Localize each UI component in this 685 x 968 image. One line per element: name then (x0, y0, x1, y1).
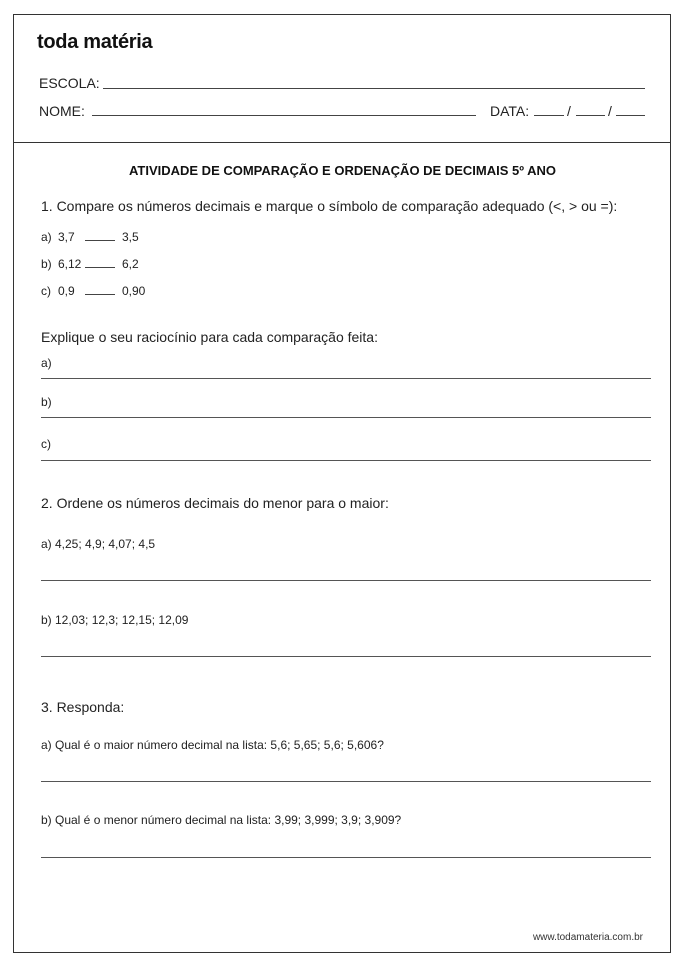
q1-item-right: 6,2 (122, 257, 139, 271)
date-month-field[interactable] (576, 115, 605, 116)
q1-answer-blank[interactable] (85, 240, 115, 241)
q1-item-left: 0,9 (58, 284, 75, 298)
date-label: DATA: (490, 103, 530, 119)
answer-line[interactable] (41, 460, 651, 461)
q1-explain-prompt: Explique o seu raciocínio para cada comparação feita: (41, 329, 378, 345)
date-day-field[interactable] (534, 115, 564, 116)
explain-letter: b) (41, 395, 52, 409)
q1-answer-blank[interactable] (85, 294, 115, 295)
q1-item-left: 3,7 (58, 230, 75, 244)
q1-item-right: 0,90 (122, 284, 146, 298)
q2-item-b: b) 12,03; 12,3; 12,15; 12,09 (41, 613, 189, 627)
q2-prompt: 2. Ordene os números decimais do menor para o maior: (41, 495, 389, 511)
q1-answer-blank[interactable] (85, 267, 115, 268)
answer-line[interactable] (41, 656, 651, 657)
date-year-field[interactable] (616, 115, 645, 116)
q1-item-letter: b) (41, 257, 52, 271)
logo: toda matéria (37, 31, 153, 53)
explain-letter: c) (41, 437, 51, 451)
page-title: ATIVIDADE DE COMPARAÇÃO E ORDENAÇÃO DE DECIMAIS 5º ANO (128, 163, 557, 178)
header-divider (13, 142, 671, 143)
name-label: NOME: (39, 103, 85, 119)
answer-line[interactable] (41, 417, 651, 418)
footer-url: www.todamateria.com.br (532, 932, 643, 943)
answer-line[interactable] (41, 580, 651, 581)
q3-item-a: a) Qual é o maior número decimal na lista: 5,6; 5,65; 5,6; 5,606? (41, 738, 384, 752)
q1-item-letter: a) (41, 230, 52, 244)
q3-item-b: b) Qual é o menor número decimal na lista: 3,99; 3,999; 3,9; 3,909? (41, 813, 402, 827)
answer-line[interactable] (41, 378, 651, 379)
answer-line[interactable] (41, 857, 651, 858)
q1-item-left: 6,12 (58, 257, 82, 271)
school-field[interactable] (103, 88, 645, 89)
explain-letter: a) (41, 356, 52, 370)
date-separator: / (567, 103, 571, 119)
date-separator: / (608, 103, 612, 119)
q1-item-right: 3,5 (122, 230, 139, 244)
answer-line[interactable] (41, 781, 651, 782)
q1-prompt: 1. Compare os números decimais e marque o símbolo de comparação adequado (<, > ou =): (41, 198, 618, 214)
school-label: ESCOLA: (39, 75, 100, 91)
q2-item-a: a) 4,25; 4,9; 4,07; 4,5 (41, 537, 156, 551)
q3-prompt: 3. Responda: (41, 699, 125, 715)
name-field[interactable] (92, 115, 476, 116)
q1-item-letter: c) (41, 284, 51, 298)
